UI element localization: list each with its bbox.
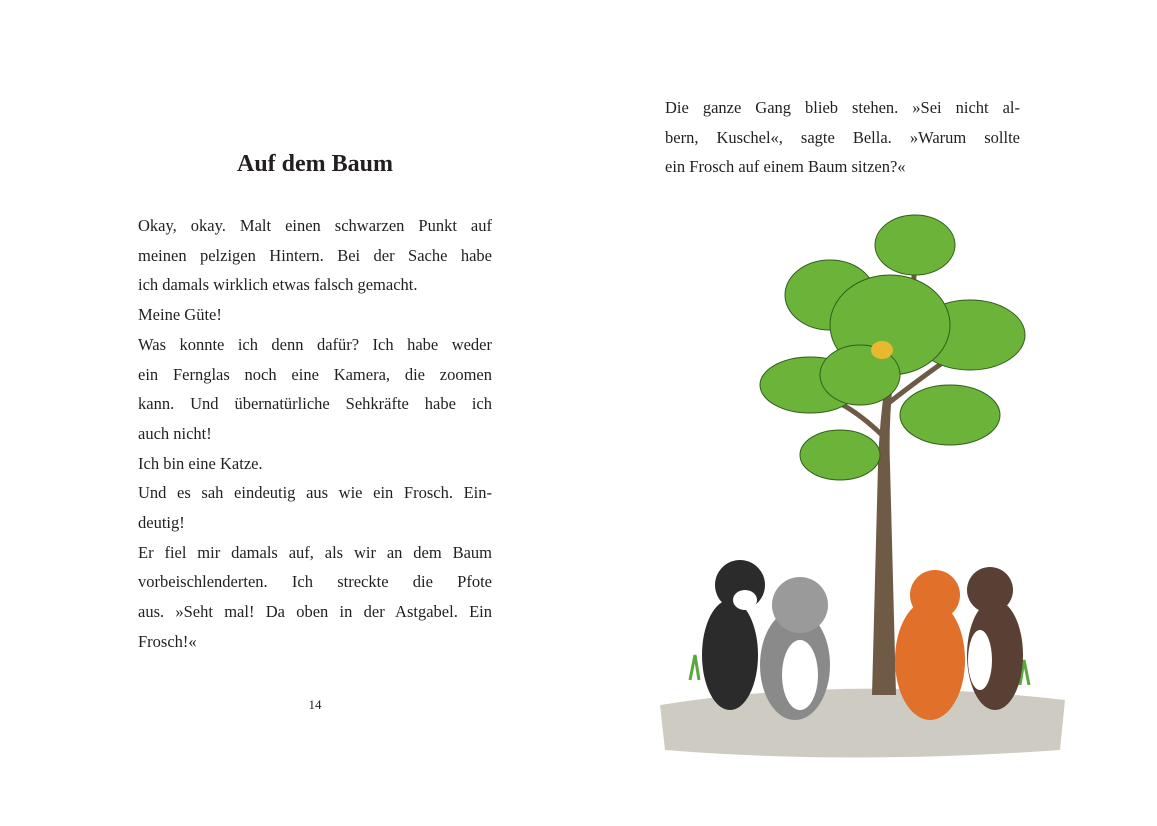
page-number: 14 [308,697,322,712]
text-line: Meine Güte! [138,305,222,325]
text-line: ein Fernglas noch eine Kamera, die zoomen [138,364,492,384]
grey-tabby-cat [760,577,830,720]
black-white-cat [702,560,765,710]
orange-tabby-cat [895,570,965,720]
frog-shape [871,341,893,359]
text-line: Und es sah eindeutig aus wie ein Frosch. Ein- [138,483,492,503]
text-line: ein Frosch auf einem Baum sitzen?« [665,157,906,177]
text-line: auch nicht! [138,423,212,443]
brown-cat [967,567,1023,710]
chapter-title: Auf dem Baum [236,151,393,177]
text-line: Frosch!« [138,631,197,651]
text-line: Die ganze Gang blieb stehen. »Sei nicht al- [665,98,1020,117]
tree-and-cats-illustration [650,205,1070,770]
text-line: meinen pelzigen Hintern. Bei der Sache habe [138,245,492,265]
text-line: Okay, okay. Malt einen schwarzen Punkt auf [138,216,492,235]
text-line: Was konnte ich denn dafür? Ich habe weder [138,334,492,354]
text-line: vorbeischlenderten. Ich streckte die Pfote [138,572,492,592]
text-line: Ich bin eine Katze. [138,453,263,473]
text-line: ich damals wirklich etwas falsch gemacht. [138,275,418,295]
left-page-text [138,211,492,657]
text-line: aus. »Seht mal! Da oben in der Astgabel. Ein [138,602,492,622]
text-line: Er fiel mir damals auf, als wir an dem Baum [138,542,492,562]
right-page-text [665,93,1020,182]
text-line: kann. Und übernatürliche Sehkräfte habe ich [138,394,492,414]
text-line: bern, Kuschel«, sagte Bella. »Warum sollte [665,127,1020,147]
text-line: deutig! [138,513,185,533]
